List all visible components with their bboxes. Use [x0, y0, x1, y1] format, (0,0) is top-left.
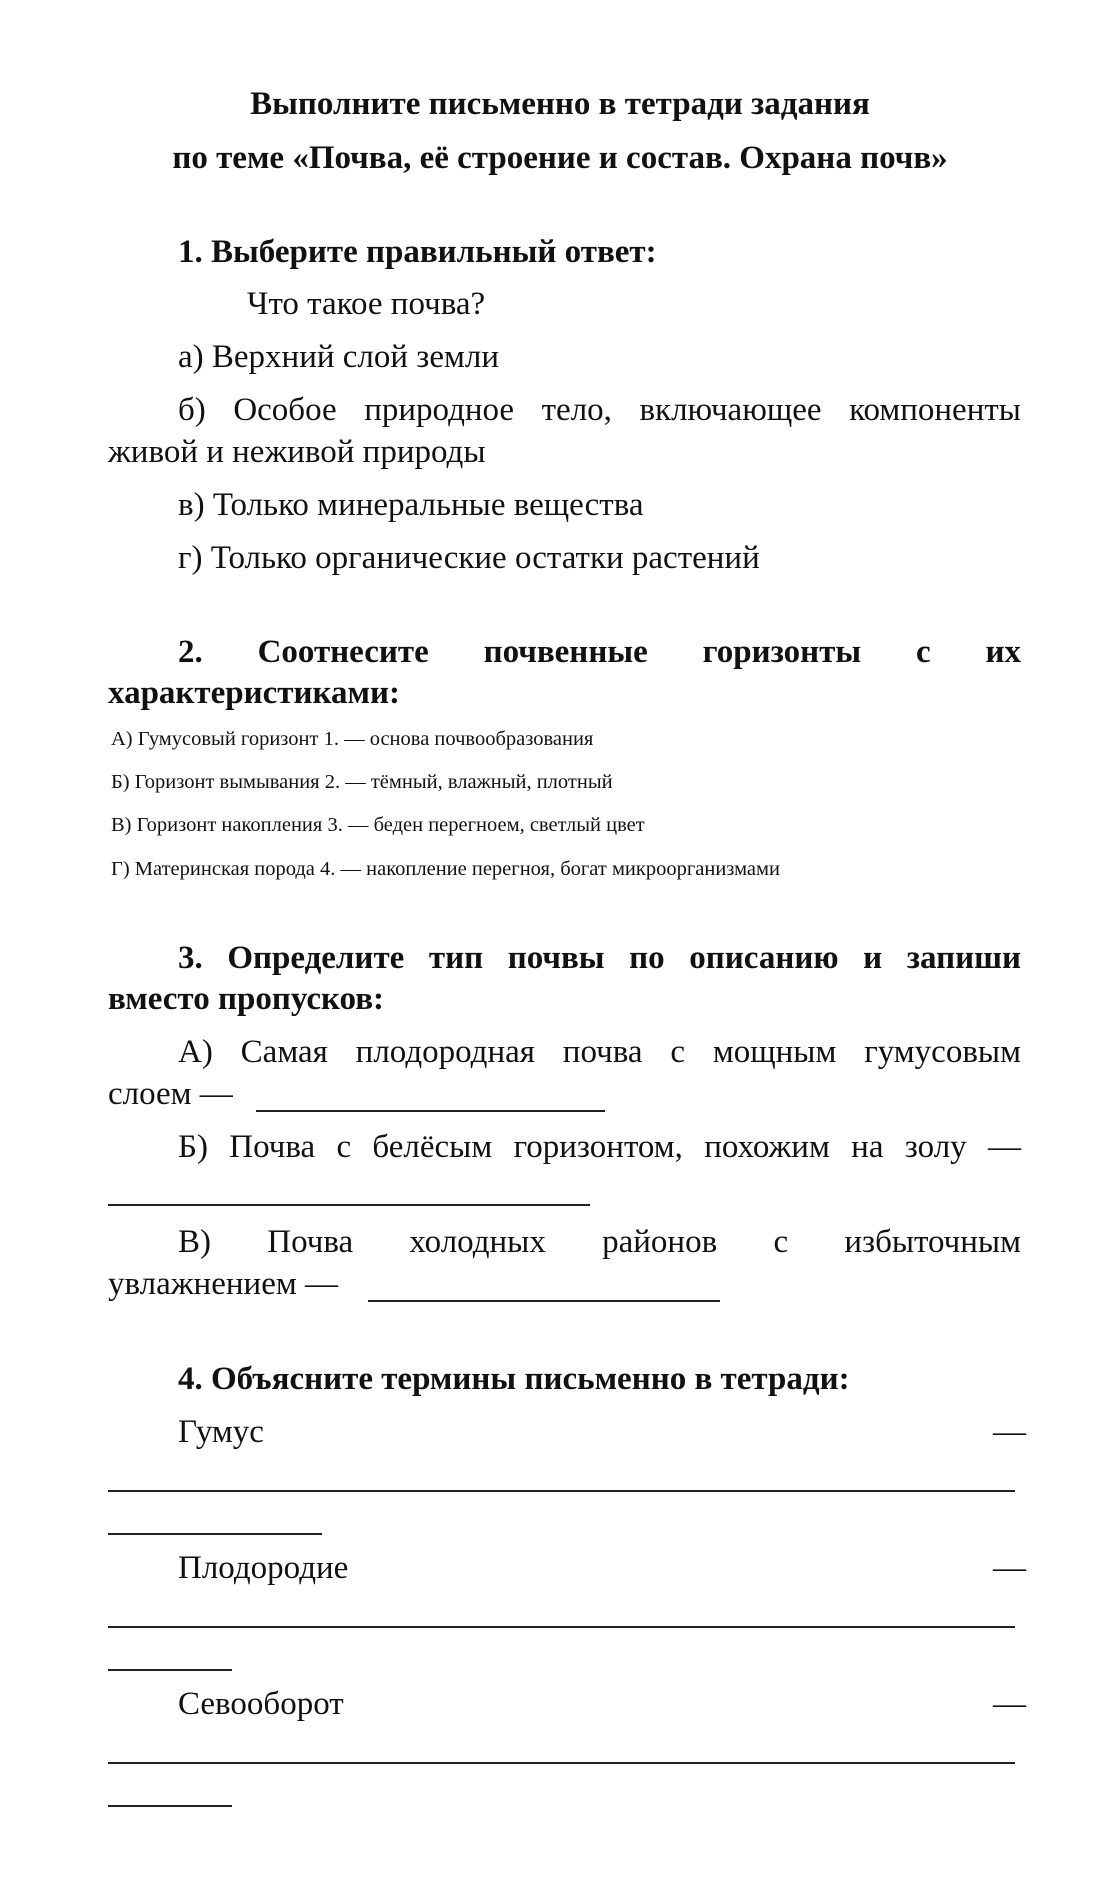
word: районов	[602, 1224, 718, 1260]
task2-row-1: А) Гумусовый горизонт 1. — основа почвообразования	[111, 728, 594, 750]
word: почвы	[507, 940, 605, 976]
word: Самая	[240, 1034, 328, 1070]
task1-option-g: г) Только органические остатки растений	[178, 540, 760, 576]
task3-item-b	[178, 1129, 1021, 1166]
term-dash: —	[993, 1550, 1026, 1586]
word: Соотнесите	[257, 634, 429, 670]
answer-line-fertility-2[interactable]	[108, 1669, 232, 1671]
word: тело,	[541, 392, 612, 428]
word: на	[851, 1129, 884, 1165]
answer-blank-v[interactable]	[368, 1300, 720, 1302]
word: описанию	[689, 940, 839, 976]
task3-item-a	[178, 1034, 1021, 1071]
task1-option-b-continuation: живой и неживой природы	[108, 434, 486, 470]
word: почвенные	[483, 634, 648, 670]
word: включающее	[639, 392, 822, 428]
word: горизонтом,	[513, 1129, 683, 1165]
word: похожим	[704, 1129, 830, 1165]
word: б)	[178, 392, 206, 428]
task1-option-a: а) Верхний слой земли	[178, 339, 499, 375]
word: и	[863, 940, 883, 976]
word: холодных	[409, 1224, 546, 1260]
word: с	[773, 1224, 789, 1260]
word: по	[629, 940, 665, 976]
word: —	[987, 1129, 1021, 1165]
answer-line-fertility-1[interactable]	[108, 1626, 1015, 1628]
term-crop-rotation: Севооборот	[178, 1686, 344, 1722]
answer-blank-b[interactable]	[108, 1204, 590, 1206]
task2-row-4: Г) Материнская порода 4. — накопление перегноя, богат микроорганизмами	[111, 858, 780, 880]
task2-heading-continuation: характеристиками:	[108, 675, 401, 711]
word: горизонты	[702, 634, 862, 670]
term-fertility: Плодородие	[178, 1550, 349, 1586]
word: А)	[178, 1034, 213, 1070]
word: В)	[178, 1224, 211, 1260]
word: белёсым	[372, 1129, 493, 1165]
task2-row-2: Б) Горизонт вымывания 2. — тёмный, влажный, плотный	[111, 771, 613, 793]
word: 2.	[178, 634, 203, 670]
task3-item-a-continuation: слоем —	[108, 1076, 233, 1112]
task2-heading	[178, 634, 1021, 671]
word: с	[670, 1034, 685, 1070]
task3-item-v	[178, 1224, 1021, 1261]
word: природное	[364, 392, 515, 428]
word: Б)	[178, 1129, 208, 1165]
task1-question: Что такое почва?	[247, 286, 486, 322]
word: избыточным	[844, 1224, 1021, 1260]
task4-heading: 4. Объясните термины письменно в тетради:	[178, 1361, 850, 1397]
term-humus: Гумус	[178, 1414, 264, 1450]
task2-row-3: В) Горизонт накопления 3. — беден перегноем, светлый цвет	[111, 814, 645, 836]
answer-line-humus-1[interactable]	[108, 1490, 1015, 1492]
word: Особое	[233, 392, 337, 428]
term-dash: —	[993, 1414, 1026, 1450]
word: с	[915, 634, 931, 670]
task3-heading	[178, 940, 1021, 977]
word: с	[336, 1129, 352, 1165]
answer-line-crop-rotation-1[interactable]	[108, 1762, 1015, 1764]
word: гумусовым	[864, 1034, 1021, 1070]
word: запиши	[906, 940, 1021, 976]
word: компоненты	[849, 392, 1021, 428]
word: их	[985, 634, 1021, 670]
word: 3.	[178, 940, 203, 976]
task1-option-b	[178, 392, 1021, 429]
word: Почва	[229, 1129, 316, 1165]
word: почва	[562, 1034, 643, 1070]
word: Почва	[267, 1224, 354, 1260]
task3-item-v-continuation: увлажнением —	[108, 1266, 338, 1302]
task1-heading: 1. Выберите правильный ответ:	[178, 234, 657, 270]
answer-line-humus-2[interactable]	[108, 1533, 322, 1535]
task3-heading-continuation: вместо пропусков:	[108, 981, 385, 1017]
task1-option-v: в) Только минеральные вещества	[178, 487, 644, 523]
answer-line-crop-rotation-2[interactable]	[108, 1805, 232, 1807]
term-dash: —	[993, 1686, 1026, 1722]
word: золу	[904, 1129, 967, 1165]
word: тип	[428, 940, 484, 976]
word: Определите	[227, 940, 405, 976]
word: мощным	[712, 1034, 837, 1070]
title-line-2: по теме «Почва, её строение и состав. Охрана почв»	[172, 140, 948, 176]
word: плодородная	[355, 1034, 535, 1070]
title-line-1: Выполните письменно в тетради задания	[250, 86, 870, 122]
answer-blank-a[interactable]	[256, 1110, 605, 1112]
